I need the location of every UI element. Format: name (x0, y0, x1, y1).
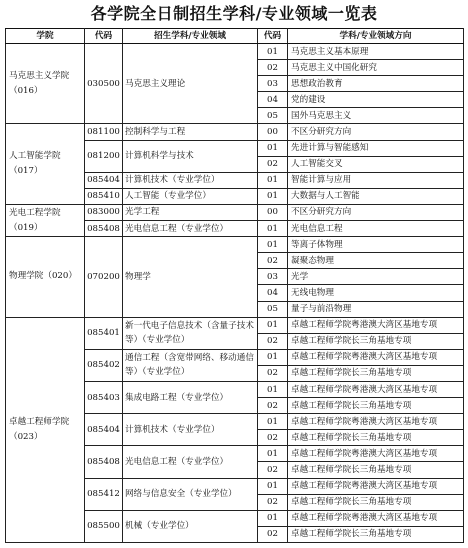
major-code: 085500 (85, 510, 123, 542)
table-row (6, 317, 464, 333)
direction-name: 卓越工程师学院长三角基地专项 (288, 462, 464, 478)
major-name: 物理学 (123, 237, 258, 317)
direction-code: 02 (258, 430, 288, 446)
direction-name: 卓越工程师学院长三角基地专项 (288, 333, 464, 349)
direction-name: 马克思主义中国化研究 (288, 60, 464, 76)
direction-code: 05 (258, 301, 288, 317)
direction-code: 01 (258, 414, 288, 430)
major-name: 光电信息工程（专业学位） (123, 221, 258, 237)
direction-code: 01 (258, 44, 288, 60)
school-name: 光电工程学院 (9, 207, 61, 218)
direction-code: 02 (258, 494, 288, 510)
direction-name: 卓越工程师学院长三角基地专项 (288, 494, 464, 510)
direction-code: 01 (258, 349, 288, 365)
direction-name: 卓越工程师学院粤港澳大湾区基地专项 (288, 381, 464, 397)
table-row (6, 204, 464, 220)
major-code: 085412 (85, 478, 123, 510)
direction-name: 卓越工程师学院粤港澳大湾区基地专项 (288, 349, 464, 365)
school-cell (6, 204, 85, 236)
major-name: 光学工程 (123, 204, 258, 220)
page-title: 各学院全日制招生学科/专业领域一览表 (90, 4, 378, 23)
direction-code: 01 (258, 172, 288, 188)
header-direction-name: 学科/专业领域方向 (288, 29, 464, 44)
major-name: 通信工程（含宽带网络、移动通信等）（专业学位） (123, 349, 258, 381)
major-name: 马克思主义理论 (123, 44, 258, 124)
direction-name: 卓越工程师学院粤港澳大湾区基地专项 (288, 510, 464, 526)
header-major-name: 招生学科/专业领域 (123, 29, 258, 44)
direction-name: 先进计算与智能感知 (288, 140, 464, 156)
direction-code: 04 (258, 92, 288, 108)
header-major-code: 代码 (85, 29, 123, 44)
direction-name: 党的建设 (288, 92, 464, 108)
major-code: 085401 (85, 317, 123, 349)
direction-name: 卓越工程师学院粤港澳大湾区基地专项 (288, 414, 464, 430)
direction-code: 01 (258, 221, 288, 237)
major-name: 网络与信息安全（专业学位） (123, 478, 258, 510)
direction-name: 卓越工程师学院粤港澳大湾区基地专项 (288, 317, 464, 333)
direction-code: 02 (258, 526, 288, 542)
table-row (6, 237, 464, 253)
major-code: 085408 (85, 221, 123, 237)
major-name: 新一代电子信息技术（含量子技术等）（专业学位） (123, 317, 258, 349)
major-code: 081200 (85, 140, 123, 172)
direction-name: 卓越工程师学院长三角基地专项 (288, 526, 464, 542)
major-code: 030500 (85, 44, 123, 124)
major-name: 人工智能（专业学位） (123, 188, 258, 204)
major-code: 085408 (85, 446, 123, 478)
school-cell (6, 237, 85, 317)
direction-code: 02 (258, 253, 288, 269)
direction-name: 人工智能交叉 (288, 156, 464, 172)
direction-code: 01 (258, 140, 288, 156)
school-cell (6, 44, 85, 124)
table-row (6, 124, 464, 140)
direction-name: 智能计算与应用 (288, 172, 464, 188)
direction-name: 卓越工程师学院粤港澳大湾区基地专项 (288, 478, 464, 494)
major-name: 计算机科学与技术 (123, 140, 258, 172)
direction-code: 01 (258, 188, 288, 204)
direction-name: 不区分研究方向 (288, 204, 464, 220)
direction-code: 02 (258, 398, 288, 414)
direction-code: 01 (258, 317, 288, 333)
school-code: （019） (9, 222, 43, 233)
enrollment-table (5, 28, 464, 543)
direction-code: 01 (258, 510, 288, 526)
direction-name: 凝聚态物理 (288, 253, 464, 269)
direction-name: 不区分研究方向 (288, 124, 464, 140)
direction-code: 04 (258, 285, 288, 301)
direction-name: 卓越工程师学院长三角基地专项 (288, 398, 464, 414)
direction-code: 00 (258, 204, 288, 220)
school-code: （016） (9, 85, 43, 96)
major-code: 083000 (85, 204, 123, 220)
direction-code: 01 (258, 478, 288, 494)
school-name: 人工智能学院 (9, 151, 61, 162)
direction-code: 02 (258, 365, 288, 381)
school-name: 马克思主义学院 (9, 70, 70, 81)
direction-code: 05 (258, 108, 288, 124)
direction-code: 01 (258, 446, 288, 462)
direction-name: 光学 (288, 269, 464, 285)
school-cell (6, 317, 85, 542)
direction-name: 国外马克思主义 (288, 108, 464, 124)
table-body (6, 44, 464, 543)
direction-name: 光电信息工程 (288, 221, 464, 237)
school-name: 卓越工程师学院 (9, 416, 70, 427)
direction-name: 量子与前沿物理 (288, 301, 464, 317)
direction-name: 卓越工程师学院长三角基地专项 (288, 365, 464, 381)
header-direction-code: 代码 (258, 29, 288, 44)
school-cell (6, 124, 85, 204)
direction-code: 03 (258, 76, 288, 92)
major-name: 光电信息工程（专业学位） (123, 446, 258, 478)
school-code: （017） (9, 166, 43, 177)
school-name: 物理学院（020） (9, 271, 77, 282)
major-name: 计算机技术（专业学位） (123, 172, 258, 188)
table-row (6, 44, 464, 60)
direction-name: 大数据与人工智能 (288, 188, 464, 204)
direction-name: 卓越工程师学院长三角基地专项 (288, 430, 464, 446)
direction-code: 01 (258, 237, 288, 253)
major-name: 机械（专业学位） (123, 510, 258, 542)
direction-code: 02 (258, 333, 288, 349)
direction-code: 02 (258, 462, 288, 478)
major-code: 085410 (85, 188, 123, 204)
direction-name: 卓越工程师学院粤港澳大湾区基地专项 (288, 446, 464, 462)
direction-code: 00 (258, 124, 288, 140)
direction-name: 无线电物理 (288, 285, 464, 301)
direction-code: 02 (258, 60, 288, 76)
major-name: 计算机技术（专业学位） (123, 414, 258, 446)
major-code: 070200 (85, 237, 123, 317)
direction-name: 思想政治教育 (288, 76, 464, 92)
direction-name: 马克思主义基本原理 (288, 44, 464, 60)
major-code: 081100 (85, 124, 123, 140)
table-header (6, 29, 464, 44)
major-name: 控制科学与工程 (123, 124, 258, 140)
direction-code: 03 (258, 269, 288, 285)
major-name: 集成电路工程（专业学位） (123, 381, 258, 413)
major-code: 085404 (85, 172, 123, 188)
header-school: 学院 (6, 29, 85, 44)
major-code: 085403 (85, 381, 123, 413)
direction-code: 01 (258, 381, 288, 397)
major-code: 085402 (85, 349, 123, 381)
major-code: 085404 (85, 414, 123, 446)
school-code: （023） (9, 431, 43, 442)
direction-code: 02 (258, 156, 288, 172)
direction-name: 等离子体物理 (288, 237, 464, 253)
